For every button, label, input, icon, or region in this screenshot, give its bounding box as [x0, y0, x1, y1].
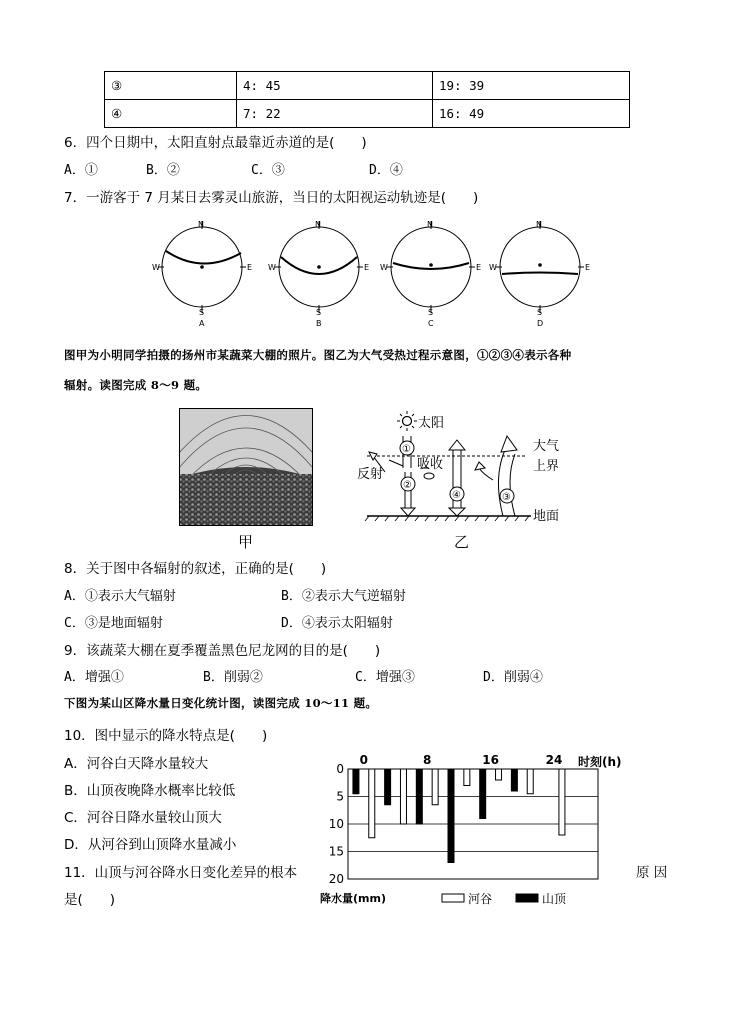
table-row: [105, 72, 630, 100]
sun-path-diagram-b[interactable]: [268, 220, 369, 328]
chart-bar: [527, 769, 533, 794]
sun-path-diagram-a[interactable]: [152, 220, 252, 328]
table-cell-sunset: 19: 39: [433, 72, 630, 100]
chart-bar: [448, 769, 454, 863]
table-cell-sunset: 16: 49: [433, 100, 630, 128]
label-ground: 地面: [533, 509, 560, 524]
table-cell-sunrise: 4: 45: [237, 72, 433, 100]
compass-w: W: [152, 263, 160, 272]
q9-option-b[interactable]: B．削弱②: [203, 670, 263, 685]
sun-icon: [397, 411, 417, 431]
q9-option-a[interactable]: A．增强①: [64, 670, 124, 685]
chart-bar: [464, 769, 470, 786]
q6-option-b[interactable]: B．②: [146, 163, 180, 178]
chart-y-tick: 0: [336, 762, 344, 776]
chart-bar: [496, 769, 502, 780]
chart-x-tick: 24: [545, 753, 563, 767]
compass-w: W: [489, 263, 497, 272]
compass-n: N: [198, 220, 204, 229]
question-8: 8．关于图中各辐射的叙述，正确的是( ): [64, 561, 327, 577]
intro-8-9-line1: 图甲为小明同学拍摄的扬州市某蔬菜大棚的照片。图乙为大气受热过程示意图，①②③④表示各种: [64, 348, 572, 362]
table-row: [105, 100, 630, 128]
question-11-part-a: 11．山顶与河谷降水日变化差异的根本: [64, 865, 298, 881]
chart-x-tick: 16: [482, 753, 499, 767]
chart-bar: [416, 769, 422, 824]
label-n3: ③: [502, 492, 511, 503]
diagram-label-a: A: [199, 319, 205, 328]
question-7: 7．一游客于 7 月某日去雾灵山旅游，当日的太阳视运动轨迹是( ): [64, 190, 479, 206]
compass-s: S: [199, 308, 205, 317]
q10-option-d[interactable]: D．从河谷到山顶降水量减小: [64, 837, 237, 853]
compass-w: W: [268, 263, 276, 272]
chart-bar: [353, 769, 359, 794]
q8-option-a[interactable]: A．①表示大气辐射: [64, 589, 176, 604]
compass-n: N: [315, 220, 321, 229]
label-n4: ④: [452, 490, 461, 501]
label-atmos2: 上界: [533, 459, 560, 474]
label-absorb: 吸收: [417, 457, 444, 472]
chart-bar: [369, 769, 375, 838]
label-reflect: 反射: [357, 467, 384, 482]
label-sun: 太阳: [418, 416, 445, 431]
caption-yi: 乙: [454, 533, 470, 551]
legend-label: 河谷: [468, 892, 493, 906]
chart-x-tick: 0: [359, 753, 369, 767]
q8-option-d[interactable]: D．④表示太阳辐射: [281, 616, 393, 631]
compass-w: W: [380, 263, 388, 272]
chart-bar: [432, 769, 438, 805]
q6-option-d[interactable]: D．④: [369, 163, 403, 178]
chart-xlabel: 时刻(h): [578, 755, 622, 769]
chart-x-tick: 8: [423, 753, 432, 767]
chart-y-tick: 20: [328, 872, 344, 886]
compass-n: N: [536, 220, 542, 229]
q10-option-a[interactable]: A．河谷白天降水量较大: [64, 756, 209, 772]
compass-e: E: [476, 263, 482, 272]
legend-label: 山顶: [542, 892, 567, 906]
table-cell-sunrise: 7: 22: [237, 100, 433, 128]
question-6: 6．四个日期中，太阳直射点最靠近赤道的是( ): [64, 135, 367, 151]
q9-option-d[interactable]: D．削弱④: [483, 670, 543, 685]
table-cell-label: ④: [105, 100, 237, 128]
sun-path-diagram-c[interactable]: [380, 220, 481, 328]
label-atmos1: 大气: [533, 439, 560, 454]
q9-option-c[interactable]: C．增强③: [355, 670, 415, 685]
compass-s: S: [428, 308, 434, 317]
compass-e: E: [585, 263, 591, 272]
q10-option-b[interactable]: B．山顶夜晚降水概率比较低: [64, 783, 236, 799]
legend-swatch: [442, 894, 464, 902]
chart-bar: [511, 769, 517, 791]
chart-ylabel: 降水量(mm): [320, 892, 386, 905]
intro-10-11: 下图为某山区降水量日变化统计图，读图完成 10～11 题。: [64, 696, 378, 710]
compass-n: N: [427, 220, 433, 229]
label-n2: ②: [403, 480, 412, 491]
diagram-label-c: C: [428, 319, 434, 328]
q10-option-c[interactable]: C．河谷日降水量较山顶大: [64, 810, 222, 826]
chart-y-tick: 15: [328, 844, 344, 859]
compass-e: E: [364, 263, 370, 272]
chart-bar: [559, 769, 565, 835]
compass-s: S: [316, 308, 322, 317]
intro-8-9-line2: 辐射。读图完成 8～9 题。: [64, 378, 208, 392]
sun-path-diagram-d[interactable]: [489, 220, 590, 328]
chart-bar: [400, 769, 406, 824]
q6-option-a[interactable]: A．①: [64, 163, 98, 178]
table-cell-label: ③: [105, 72, 237, 100]
question-10: 10．图中显示的降水特点是( ): [64, 728, 268, 744]
q8-option-c[interactable]: C．③是地面辐射: [64, 616, 163, 631]
q8-option-b[interactable]: B．②表示大气逆辐射: [281, 589, 406, 604]
q6-option-c[interactable]: C．③: [251, 163, 285, 178]
sunrise-sunset-table: [104, 71, 630, 128]
atmosphere-heating-diagram: [355, 408, 575, 526]
question-11-part-c: 是( ): [64, 892, 116, 908]
chart-y-tick: 10: [328, 817, 344, 831]
question-9: 9．该蔬菜大棚在夏季覆盖黑色尼龙网的目的是( ): [64, 643, 381, 659]
label-n1: ①: [402, 444, 411, 455]
chart-bar: [385, 769, 391, 805]
precipitation-chart: [318, 752, 628, 912]
chart-bar: [480, 769, 486, 819]
caption-jia: 甲: [238, 533, 254, 551]
sun-path-diagrams: [140, 215, 600, 330]
compass-e: E: [247, 263, 253, 272]
legend-swatch: [516, 894, 538, 902]
question-11-part-b: 原 因: [636, 865, 668, 881]
greenhouse-photo: [179, 408, 313, 526]
chart-y-tick: 5: [336, 789, 344, 804]
compass-s: S: [537, 308, 543, 317]
diagram-label-d: D: [537, 319, 544, 328]
diagram-label-b: B: [316, 319, 322, 328]
